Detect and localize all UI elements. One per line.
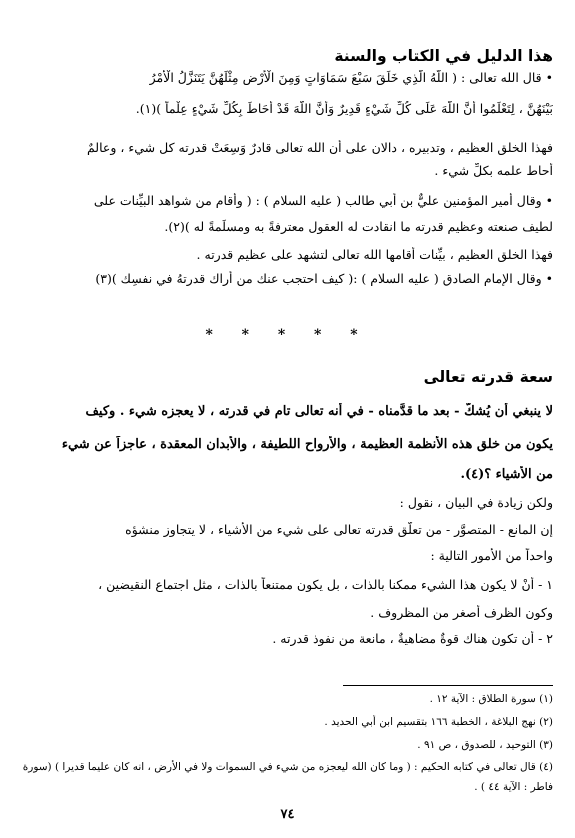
footnote: (٣) التوحيد ، للصدوق ، ص ٩١ .	[417, 739, 553, 751]
section-heading-power: سعة قدرته تعالى	[423, 368, 553, 386]
paragraph-line: لطيف صنعته وعظيم قدرته ما انقادت له العقول معترفةً به ومسلِّمةً له )(٢).	[164, 219, 553, 234]
footnote: (١) سورة الطلاق : الآية ١٢ .	[429, 693, 553, 705]
footnote: (٢) نهج البلاغة ، الخطبة ١٦٦ بتقسيم ابن أبي الحديد .	[324, 716, 553, 728]
paragraph-line: واحداً من الأمور التالية :	[430, 548, 553, 563]
paragraph-line: ١ - أنْ لا يكون هذا الشيء ممكنا بالذات ، بل يكون ممتنعاً بالذات ، مثل اجتماع النقيضين ،	[98, 577, 553, 592]
bold-paragraph-line: من الأشياء ؟(٤).	[460, 467, 553, 482]
footnote-divider	[343, 685, 553, 686]
footnote: (٤) قال تعالى في كتابه الحكيم : ( وما كان الله ليعجزه من شيء في السموات ولا في الأرض ، انه كان عليما قديرا ) (سورة	[22, 761, 553, 773]
paragraph-line: أحاط علمه بكلِّ شيء .	[434, 163, 553, 178]
page-number: ٧٤	[280, 807, 295, 822]
footnote: فاطر : الآية ٤٤ ) .	[474, 781, 553, 793]
paragraph-line: ولكن زيادة في البيان ، نقول :	[399, 495, 553, 510]
bold-paragraph-line: لا ينبغي أن يُشكَّ - بعد ما قدَّمناه - في أنه تعالى تام في قدرته ، لا يعجزه شيء . وكيف	[85, 404, 553, 419]
paragraph-line: إن المانع - المتصوَّر - من تعلُّق قدرته تعالى على شيء من الأشياء ، لا يتجاوز منشؤه	[125, 522, 553, 537]
paragraph-line: • وقال الإمام الصادق ( عليه السلام ) :( كيف احتجب عنك من أراك قدرتهُ في نفسِك )(٣)	[95, 271, 553, 286]
section-heading-evidence: هذا الدليل في الكتاب والسنة	[334, 47, 553, 65]
paragraph-line: ٢ - أن تكون هناك قوةٌ مضاهيةٌ ، مانعة من نفوذ قدرته .	[272, 631, 553, 646]
bold-paragraph-line: يكون من خلق هذه الأنظمة العظيمة ، والأرواح اللطيفة ، والأبدان المعقدة ، عاجزاً عن شيء	[61, 437, 553, 452]
section-separator: * * * * *	[205, 327, 370, 343]
paragraph-line: وكون الظرف أصغر من المظروف .	[370, 605, 553, 620]
paragraph-line: فهذا الخلق العظيم ، وتدبيره ، دالان على أن الله تعالى قادرٌ وَسِعَتْ قدرته كل شيء ، وعالمٌ	[86, 140, 553, 155]
paragraph-line: بَيْنَهُنَّ ، لِتَعْلَمُوا أَنَّ اللَّهَ عَلَى كُلِّ شَيْءٍ قَدِيرٌ وَأَنَّ اللَّهَ قَدْ أَحَاطَ بِكُلِّ شَيْءٍ عِلْماً )(١).	[135, 101, 553, 116]
paragraph-line: فهذا الخلق العظيم ، بيِّنات أقامها الله تعالى لتشهد على عظيم قدرته .	[196, 247, 553, 262]
paragraph-line: • وقال أمير المؤمنين عليٌّ بن أبي طالب ( عليه السلام ) : ( وأقام من شواهد البيِّنات على	[93, 193, 553, 208]
paragraph-line: • قال الله تعالى : ( اللَّهُ الَّذِي خَلَقَ سَبْعَ سَمَاوَاتٍ وَمِنَ الْأَرْضِ مِثْلَهُنَّ يَتَنَزَّلُ الْأَمْرُ	[149, 70, 553, 85]
